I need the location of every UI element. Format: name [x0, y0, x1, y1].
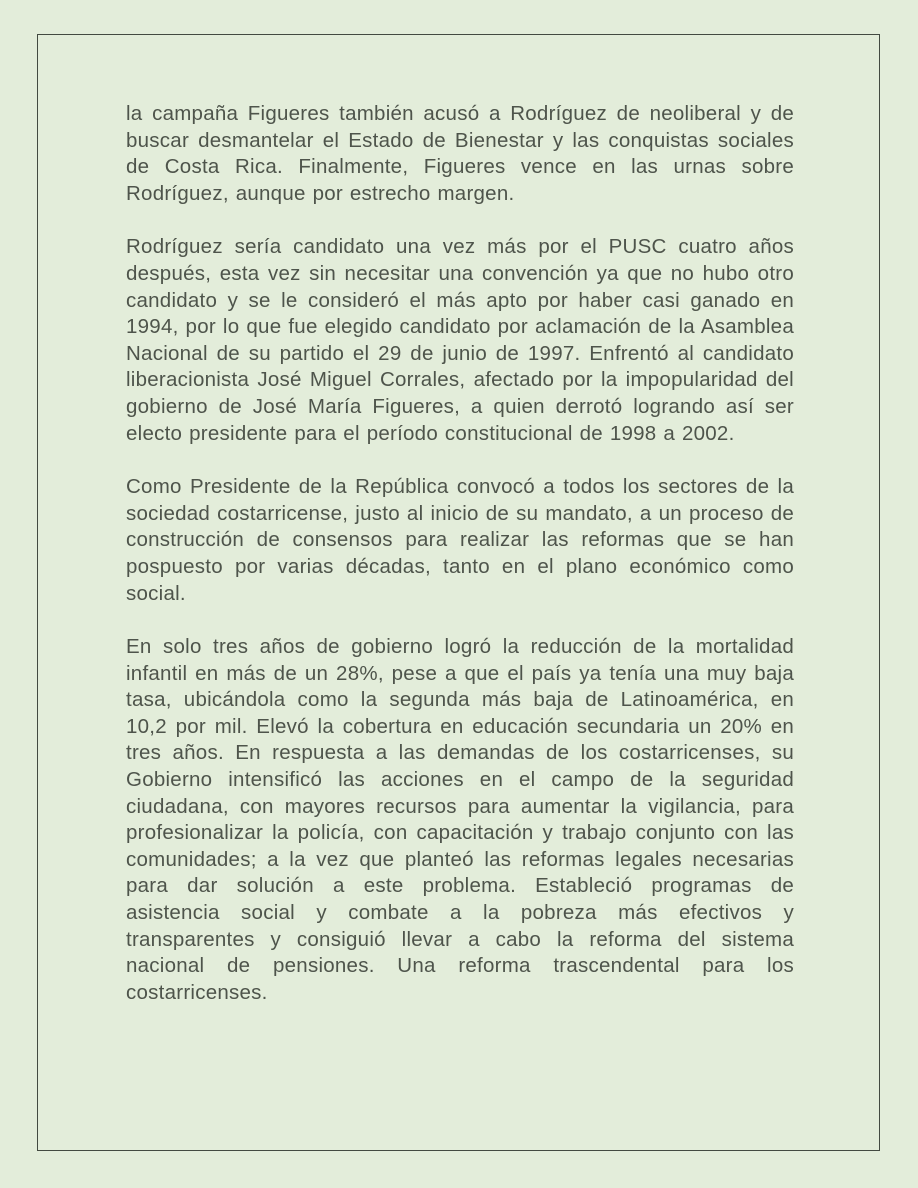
paragraph-campaign-1994: la campaña Figueres también acusó a Rodríguez de neoliberal y de buscar desmantelar el Estado de Bienestar y las conquistas sociales de Costa Rica. Finalmente, Figueres vence en las urnas sobre Rodríguez, aunque por estrecho margen.	[126, 102, 794, 205]
paragraph-candidacy-1998: Rodríguez sería candidato una vez más por el PUSC cuatro años después, esta vez sin necesitar una convención ya que no hubo otro candidato y se le consideró el más apto por haber casi ganado en 1994, por lo que fue elegido candidato por aclamación de la Asamblea Nacional de su partido el 29 de junio de 1997. Enfrentó al candidato liberacionista José Miguel Corrales, afectado por la impopularidad del gobierno de José María Figueres, a quien derrotó logrando así ser electo presidente para el período constitucional de 1998 a 2002.	[126, 235, 794, 445]
paragraph-president-consensus: Como Presidente de la República convocó a todos los sectores de la sociedad costarricense, justo al inicio de su mandato, a un proceso de construcción de consensos para realizar las reformas que se han pospuesto por varias décadas, tanto en el plano económico como social.	[126, 475, 794, 605]
text-block	[126, 101, 794, 1006]
page-border-frame	[37, 34, 880, 1151]
paragraph-government-achievements: En solo tres años de gobierno logró la reducción de la mortalidad infantil en más de un 28%, pese a que el país ya tenía una muy baja tasa, ubicándola como la segunda más baja de Latinoamérica, en 10,2 por mil. Elevó la cobertura en educación secundaria un 20% en tres años. En respuesta a las demandas de los costarricenses, su Gobierno intensificó las acciones en el campo de la seguridad ciudadana, con mayores recursos para aumentar la vigilancia, para profesionalizar la policía, con capacitación y trabajo conjunto con las comunidades; a la vez que planteó las reformas legales necesarias para dar solución a este problema. Estableció programas de asistencia social y combate a la pobreza más efectivos y transparentes y consiguió llevar a cabo la reforma del sistema nacional de pensiones. Una reforma trascendental para los costarricenses.	[126, 635, 794, 1004]
